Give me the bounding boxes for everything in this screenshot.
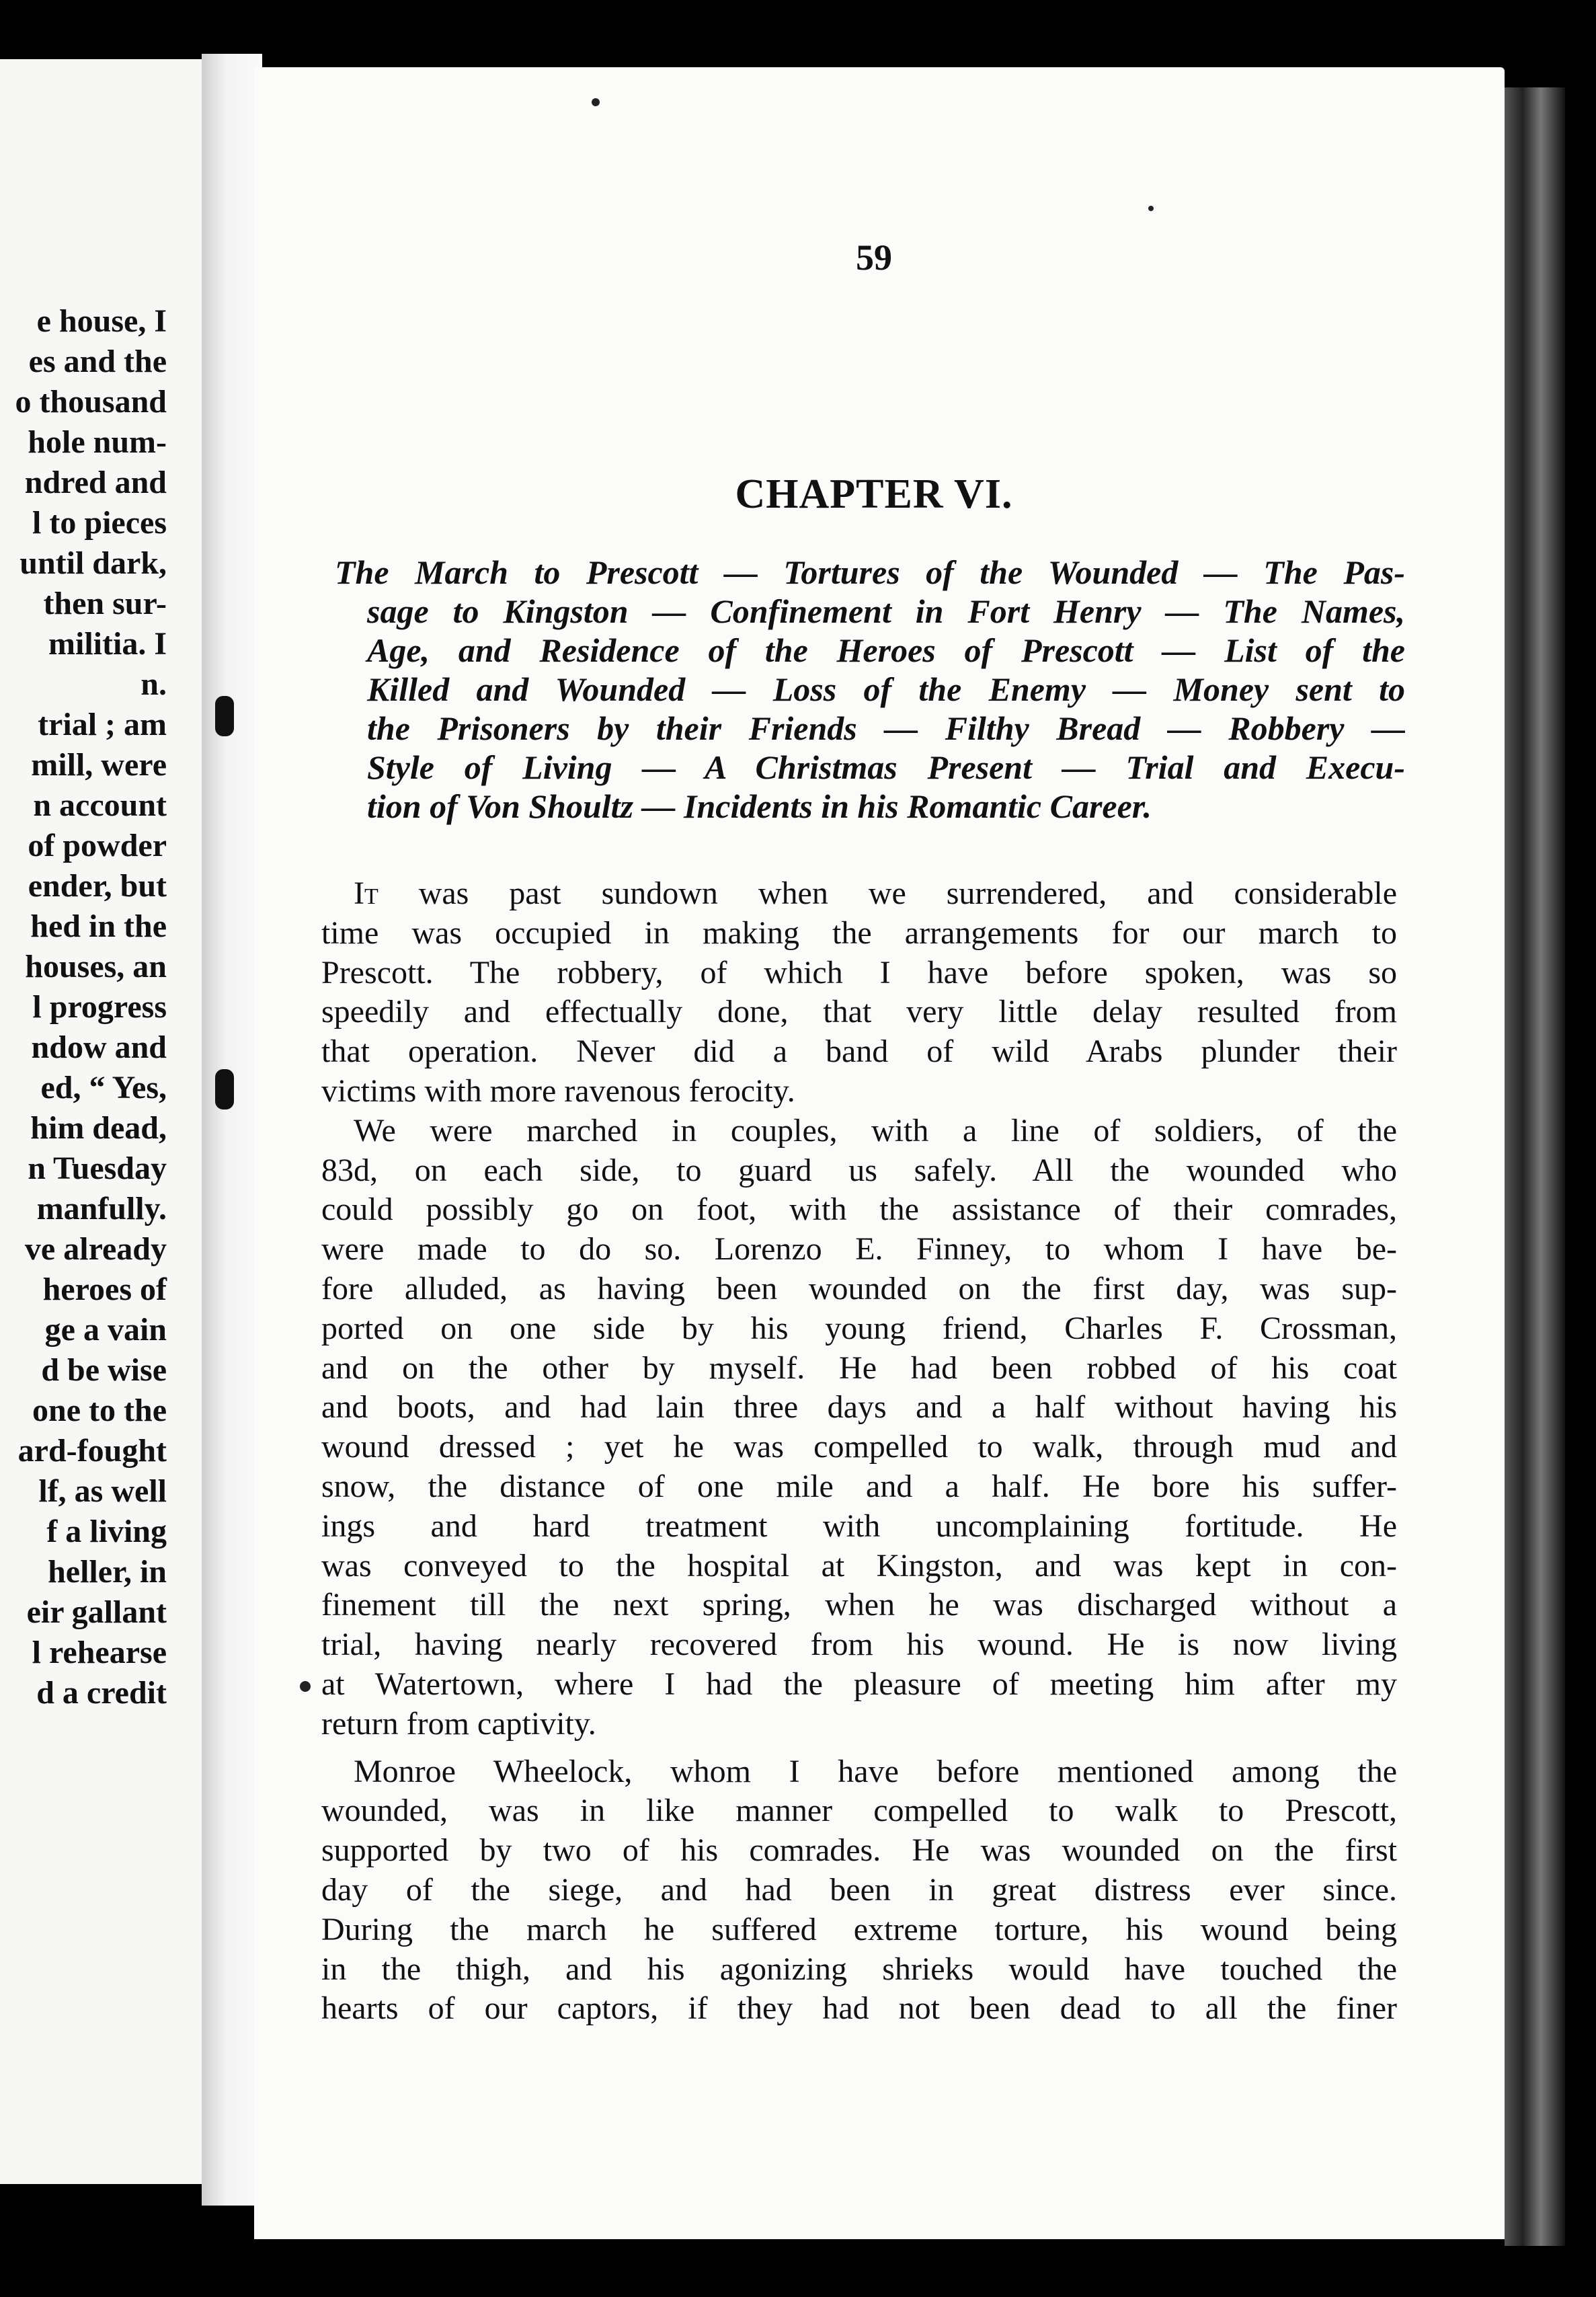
text-line: finement till the next spring, when he was discharged without a bbox=[321, 1587, 1397, 1623]
text-line: and boots, and had lain three days and a half without having his bbox=[321, 1389, 1397, 1426]
text-line: ings and hard treatment with uncomplaining fortitude. He bbox=[321, 1508, 1397, 1544]
ink-speck bbox=[1148, 206, 1154, 211]
left-page-line: es and the bbox=[28, 344, 167, 379]
left-page-line: ndred and bbox=[24, 465, 167, 500]
left-page-line: f a living bbox=[46, 1514, 167, 1549]
text-line: supported by two of his comrades. He was wounded on the first bbox=[321, 1832, 1397, 1869]
summary-line: Style of Living — A Christmas Present — Trial and Execu- bbox=[367, 748, 1405, 786]
page-edge-shadow bbox=[1505, 87, 1565, 2246]
left-page-line: l to pieces bbox=[32, 505, 167, 541]
drop-word: It bbox=[354, 875, 378, 911]
left-page-line: lf, as well bbox=[38, 1473, 167, 1509]
book-gutter bbox=[202, 54, 262, 2206]
left-page-line: ed, “ Yes, bbox=[40, 1070, 167, 1105]
left-page-line: l rehearse bbox=[32, 1635, 167, 1670]
text-line: ported on one side by his young friend, Charles F. Crossman, bbox=[321, 1310, 1397, 1346]
left-page-line: o thousand bbox=[15, 384, 167, 420]
left-page-line: ard-fought bbox=[17, 1433, 167, 1469]
left-page-line: e house, I bbox=[36, 303, 167, 339]
text-line: at Watertown, where I had the pleasure of meeting him after my bbox=[321, 1666, 1397, 1702]
left-page-line: eir gallant bbox=[26, 1594, 167, 1630]
body-text bbox=[321, 874, 1397, 2029]
left-page-line: mill, were bbox=[31, 747, 167, 783]
left-page-line: ge a vain bbox=[44, 1312, 167, 1348]
left-page-line: heroes of bbox=[42, 1272, 167, 1307]
text-line: 83d, on each side, to guard us safely. All the wounded who bbox=[321, 1152, 1397, 1188]
left-page-line: heller, in bbox=[48, 1554, 167, 1590]
summary-line: The March to Prescott — Tortures of the Wounded — The Pas- bbox=[335, 553, 1405, 591]
chapter-title: CHAPTER VI. bbox=[735, 471, 1013, 517]
left-page-line: manfully. bbox=[36, 1191, 167, 1227]
page-number: 59 bbox=[856, 237, 892, 278]
summary-line: the Prisoners by their Friends — Filthy Bread — Robbery — bbox=[367, 709, 1405, 747]
left-page-line: then sur- bbox=[43, 586, 167, 621]
left-page-line: ve already bbox=[24, 1231, 167, 1267]
binding-stitch bbox=[215, 696, 234, 736]
text-line: snow, the distance of one mile and a half. He bore his suffer- bbox=[321, 1468, 1397, 1504]
text-line: victims with more ravenous ferocity. bbox=[321, 1073, 795, 1109]
left-page-line: hole num- bbox=[28, 424, 167, 460]
left-page-line: n account bbox=[33, 787, 167, 823]
text-line: Prescott. The robbery, of which I have before spoken, was so bbox=[321, 954, 1397, 990]
text-line: could possibly go on foot, with the assistance of their comrades, bbox=[321, 1192, 1397, 1228]
text-line: were made to do so. Lorenzo E. Finney, to whom I have be- bbox=[321, 1231, 1397, 1268]
text-line: return from captivity. bbox=[321, 1705, 596, 1742]
left-page-line: n. bbox=[141, 666, 167, 702]
text-line: wound dressed ; yet he was compelled to walk, through mud and bbox=[321, 1429, 1397, 1465]
left-page-line: houses, an bbox=[25, 949, 167, 984]
paragraph-gap bbox=[321, 1744, 1397, 1752]
left-page-line: d a credit bbox=[36, 1675, 167, 1711]
text-line: day of the siege, and had been in great distress ever since. bbox=[321, 1871, 1397, 1908]
left-page-line: d be wise bbox=[41, 1352, 167, 1388]
left-page-line: n Tuesday bbox=[28, 1151, 167, 1186]
left-page-line: ndow and bbox=[31, 1029, 167, 1065]
left-page-line: hed in the bbox=[30, 908, 167, 944]
text-line: Monroe Wheelock, whom I have before mentioned among the bbox=[354, 1753, 1397, 1789]
summary-line: Killed and Wounded — Loss of the Enemy — Money sent to bbox=[367, 670, 1405, 708]
left-page-line: l progress bbox=[32, 989, 167, 1025]
paragraph-3 bbox=[321, 1752, 1397, 2029]
ink-speck bbox=[300, 1681, 311, 1692]
previous-page-fragment bbox=[0, 59, 204, 2184]
text-line: fore alluded, as having been wounded on the first day, was sup- bbox=[321, 1270, 1397, 1307]
left-page-line: him dead, bbox=[30, 1110, 167, 1146]
left-page-line: one to the bbox=[32, 1393, 167, 1428]
paragraph-2 bbox=[321, 1112, 1397, 1744]
left-page-line: of powder bbox=[28, 828, 167, 863]
text-line: We were marched in couples, with a line of soldiers, of the bbox=[354, 1112, 1397, 1148]
text-line: in the thigh, and his agonizing shrieks would have touched the bbox=[321, 1951, 1397, 1987]
summary-line: sage to Kingston — Confinement in Fort Henry — The Names, bbox=[367, 592, 1405, 630]
left-page-line: until dark, bbox=[19, 545, 167, 581]
text-line: It was past sundown when we surrendered, and considerable bbox=[354, 875, 1397, 911]
ink-speck bbox=[592, 98, 600, 106]
text-line: and on the other by myself. He had been robbed of his coat bbox=[321, 1350, 1397, 1386]
summary-line: tion of Von Shoultz — Incidents in his Romantic Career. bbox=[367, 787, 1152, 825]
left-page-line: ender, but bbox=[28, 868, 167, 904]
text-line: that operation. Never did a band of wild Arabs plunder their bbox=[321, 1034, 1397, 1070]
text-line: trial, having nearly recovered from his wound. He is now living bbox=[321, 1627, 1397, 1663]
text-line: was conveyed to the hospital at Kingston, and was kept in con- bbox=[321, 1547, 1397, 1584]
chapter-summary bbox=[335, 553, 1405, 826]
text-line: time was occupied in making the arrangements for our march to bbox=[321, 914, 1397, 951]
paragraph-1 bbox=[321, 914, 1397, 1112]
left-page-line: trial ; am bbox=[38, 707, 167, 742]
binding-stitch bbox=[215, 1069, 234, 1109]
text-line: wounded, was in like manner compelled to walk to Prescott, bbox=[321, 1793, 1397, 1829]
summary-line: Age, and Residence of the Heroes of Prescott — List of the bbox=[367, 631, 1405, 669]
text-line: During the march he suffered extreme torture, his wound being bbox=[321, 1911, 1397, 1947]
text-line: speedily and effectually done, that very little delay resulted from bbox=[321, 994, 1397, 1030]
text-line: hearts of our captors, if they had not been dead to all the finer bbox=[321, 1990, 1397, 2027]
left-page-line: militia. I bbox=[48, 626, 167, 662]
